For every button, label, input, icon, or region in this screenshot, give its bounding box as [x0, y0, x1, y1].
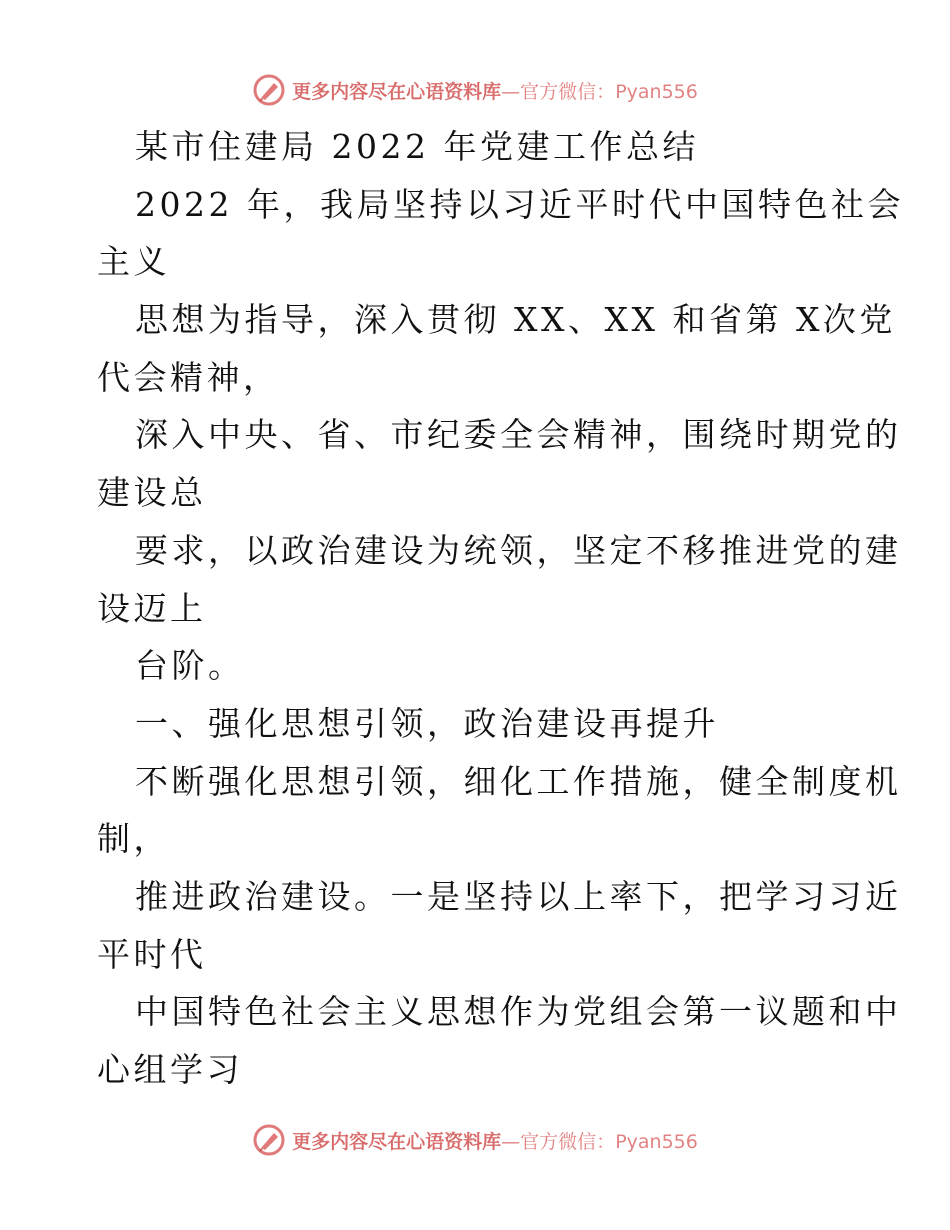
- watermark-wechat-id: Pyan556: [615, 80, 698, 103]
- watermark-dash: —: [501, 80, 521, 103]
- section-heading: 一、强化思想引领，政治建设再提升: [135, 703, 719, 743]
- document-body: [97, 118, 904, 1099]
- watermark-text: [292, 1127, 698, 1154]
- watermark-main-text: 更多内容尽在心语资料库: [292, 80, 502, 103]
- watermark-main-text: 更多内容尽在心语资料库: [292, 1130, 502, 1153]
- footer-watermark: [0, 1120, 950, 1160]
- text-line: 设迈上: [97, 588, 207, 628]
- text-line: 要求，以政治建设为统领，坚定不移推进党的建: [135, 530, 902, 570]
- text-line: 平时代: [97, 934, 207, 974]
- text-line: 中国特色社会主义思想作为党组会第一议题和中: [135, 992, 902, 1032]
- text-line: 台阶。: [135, 646, 245, 686]
- text-line: 建设总: [97, 473, 207, 513]
- watermark-text: [292, 77, 698, 104]
- watermark-dash: —: [501, 1130, 521, 1153]
- text-line: 2022 年，我局坚持以习近平时代中国特色社会: [135, 184, 904, 224]
- watermark-wechat-id: Pyan556: [615, 1130, 698, 1153]
- pen-logo-icon: [252, 73, 286, 107]
- watermark-wechat-label: 官方微信：: [520, 80, 616, 103]
- text-line: 思想为指导，深入贯彻 XX、XX 和省第 X次党: [135, 300, 896, 340]
- header-watermark: [0, 70, 950, 110]
- text-line: 心组学习: [97, 1050, 243, 1089]
- watermark-wechat-label: 官方微信：: [520, 1130, 616, 1153]
- text-line: 不断强化思想引领，细化工作措施，健全制度机: [135, 761, 902, 801]
- text-line: 深入中央、省、市纪委全会精神，围绕时期党的: [135, 415, 902, 455]
- document-title: 某市住建局 2022 年党建工作总结: [135, 127, 699, 166]
- text-line: 制，: [97, 819, 170, 859]
- pen-logo-icon: [252, 1123, 286, 1157]
- text-line: 代会精神，: [97, 357, 280, 397]
- text-line: 主义: [97, 242, 170, 282]
- text-line: 推进政治建设。一是坚持以上率下，把学习习近: [135, 876, 902, 916]
